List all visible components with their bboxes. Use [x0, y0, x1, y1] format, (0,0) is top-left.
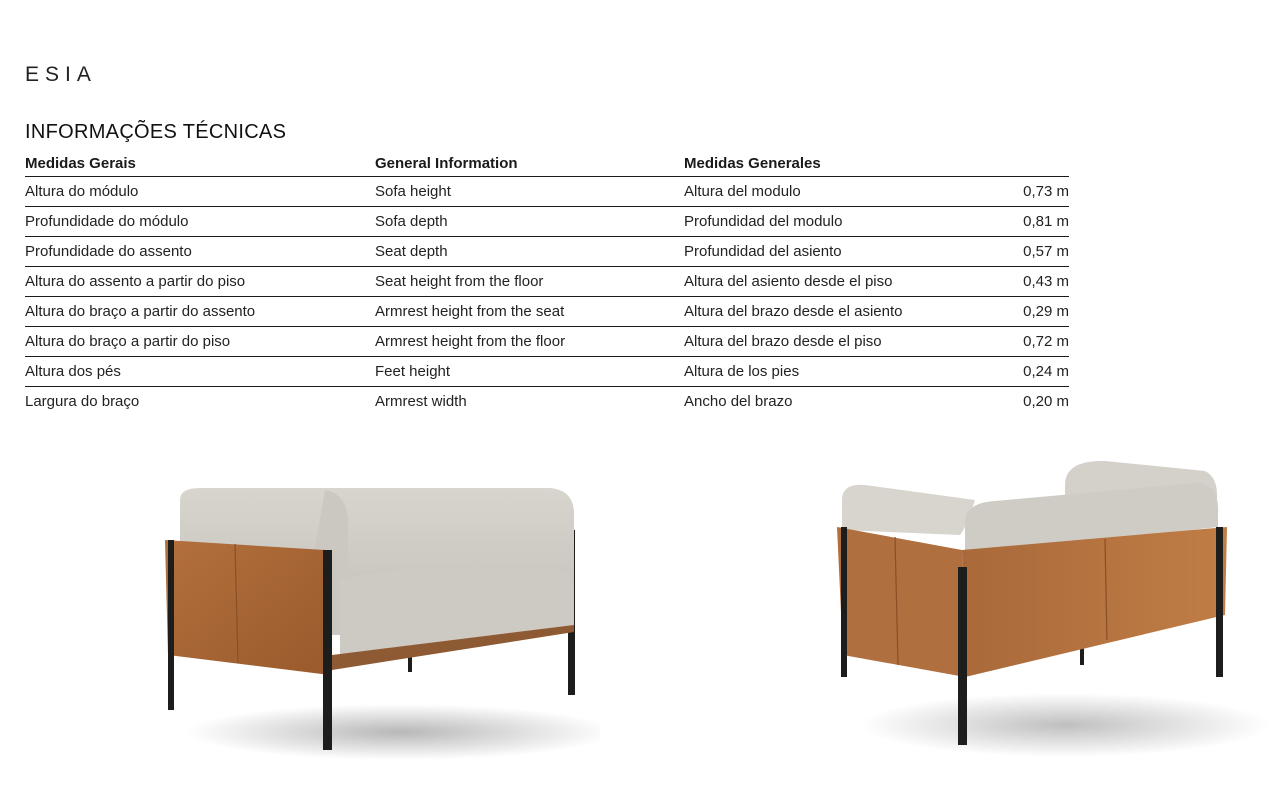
cell-value: 0,24 m — [984, 357, 1069, 387]
table-row — [25, 267, 1069, 297]
armchair-front-photo — [150, 470, 600, 780]
table-row — [25, 357, 1069, 387]
cell-pt: Profundidade do módulo — [25, 207, 375, 237]
cell-pt: Altura do braço a partir do piso — [25, 327, 375, 357]
header-en: General Information — [375, 150, 684, 177]
table-row — [25, 177, 1069, 207]
header-es: Medidas Generales — [684, 150, 984, 177]
cell-pt: Altura do módulo — [25, 177, 375, 207]
cell-pt: Largura do braço — [25, 393, 140, 410]
cell-en: Armrest width — [375, 393, 467, 410]
cell-value: 0,20 m — [1023, 393, 1069, 410]
section-title: INFORMAÇÕES TÉCNICAS — [25, 121, 287, 143]
table-row — [25, 327, 1069, 357]
cell-es: Altura de los pies — [684, 357, 984, 387]
cell-value: 0,57 m — [984, 237, 1069, 267]
table-row — [25, 207, 1069, 237]
cell-en: Armrest height from the floor — [375, 327, 684, 357]
cell-value: 0,72 m — [984, 327, 1069, 357]
cell-value: 0,73 m — [984, 177, 1069, 207]
table-header-row — [25, 150, 1069, 177]
cell-en: Seat height from the floor — [375, 267, 684, 297]
cell-es: Altura del modulo — [684, 177, 984, 207]
cell-es: Altura del asiento desde el piso — [684, 267, 984, 297]
armchair-back-photo — [815, 455, 1275, 775]
cell-en: Armrest height from the seat — [375, 297, 684, 327]
header-value — [984, 150, 1069, 177]
specs-table — [25, 150, 1069, 416]
cell-en: Seat depth — [375, 237, 684, 267]
table-row — [25, 237, 1069, 267]
cell-es: Profundidad del modulo — [684, 207, 984, 237]
header-pt: Medidas Gerais — [25, 150, 375, 177]
cell-value: 0,81 m — [984, 207, 1069, 237]
cell-es: Ancho del brazo — [684, 393, 793, 410]
table-row — [25, 387, 1069, 417]
cell-pt: Altura do assento a partir do piso — [25, 267, 375, 297]
table-row — [25, 297, 1069, 327]
cell-value: 0,29 m — [984, 297, 1069, 327]
cell-es: Altura del brazo desde el piso — [684, 327, 984, 357]
cell-en: Sofa height — [375, 177, 684, 207]
brand-title: ESIA — [25, 63, 97, 86]
cell-es: Profundidad del asiento — [684, 237, 984, 267]
cell-en: Sofa depth — [375, 207, 684, 237]
cell-pt: Altura do braço a partir do assento — [25, 297, 375, 327]
cell-value: 0,43 m — [984, 267, 1069, 297]
cell-es: Altura del brazo desde el asiento — [684, 297, 984, 327]
cell-en: Feet height — [375, 357, 684, 387]
cell-pt: Profundidade do assento — [25, 237, 375, 267]
cell-pt: Altura dos pés — [25, 357, 375, 387]
